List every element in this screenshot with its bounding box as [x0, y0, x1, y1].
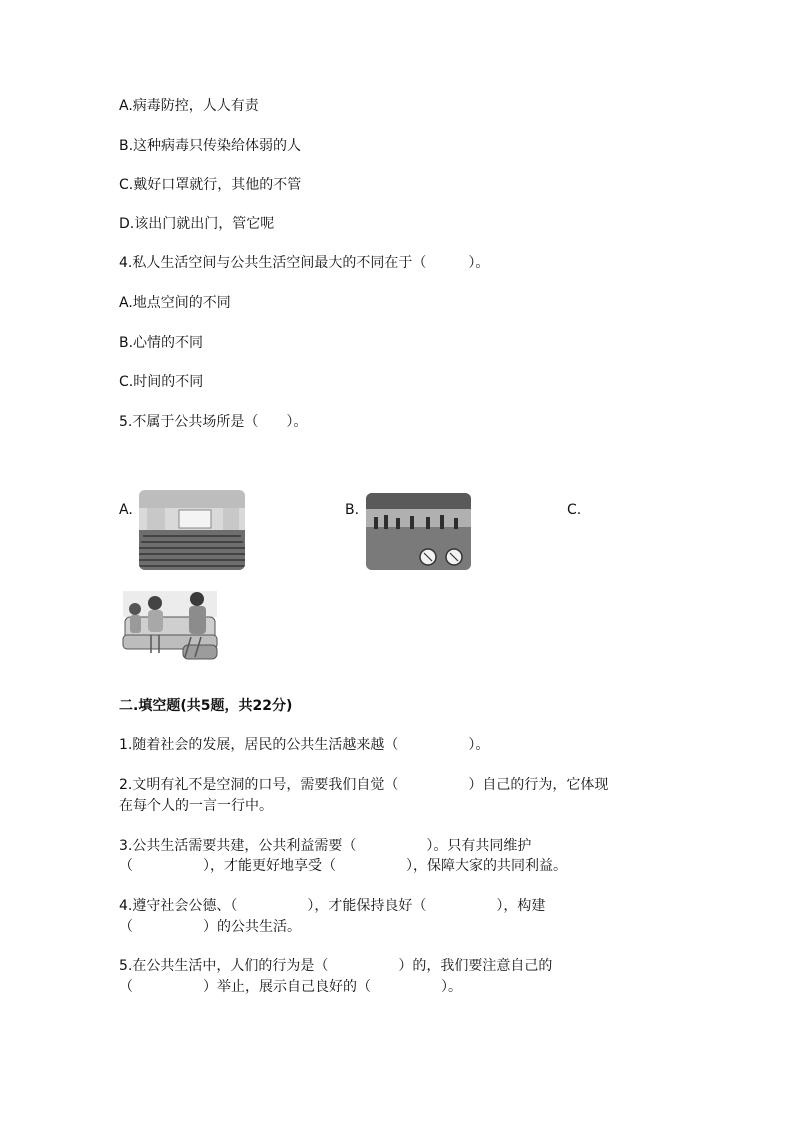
q3-option-c: C.戴好口罩就行，其他的不管	[119, 177, 302, 193]
q4-stem: 4.私人生活空间与公共生活空间最大的不同在于（ ）。	[119, 255, 490, 271]
q5-stem: 5.不属于公共场所是（ ）。	[119, 414, 308, 430]
fill-q2-line2: 在每个人的一言一行中。	[119, 798, 273, 814]
fill-q1: 1.随着社会的发展，居民的公共生活越来越（ ）。	[119, 737, 490, 753]
theater-photo	[139, 490, 245, 570]
fill-q4-line2: （ ）的公共生活。	[119, 919, 301, 935]
fill-q3-line1: 3.公共生活需要共建，公共利益需要（ ）。只有共同维护	[119, 838, 532, 854]
fill-q4-line1: 4.遵守社会公德、（ ），才能保持良好（ ），构建	[119, 898, 546, 914]
q4-option-c: C.时间的不同	[119, 374, 204, 390]
q5-option-c-label: C.	[567, 502, 582, 518]
fill-q3-line2: （ ），才能更好地享受（ ），保障大家的共同利益。	[119, 858, 567, 874]
stadium-photo	[366, 493, 471, 570]
fill-q5-line1: 5.在公共生活中，人们的行为是（ ）的，我们要注意自己的	[119, 958, 553, 974]
q3-option-b: B.这种病毒只传染给体弱的人	[119, 138, 302, 154]
fill-q5-line2: （ ）举止，展示自己良好的（ ）。	[119, 979, 462, 995]
q5-option-a-label: A.	[119, 502, 133, 518]
family-sofa-illustration	[121, 587, 219, 663]
q4-option-b: B.心情的不同	[119, 335, 204, 351]
q3-option-a: A.病毒防控，人人有责	[119, 98, 259, 114]
q5-option-b-label: B.	[345, 502, 360, 518]
q3-option-d: D.该出门就出门，管它呢	[119, 216, 275, 232]
fill-q2-line1: 2.文明有礼不是空洞的口号，需要我们自觉（ ）自己的行为，它体现	[119, 777, 609, 793]
q4-option-a: A.地点空间的不同	[119, 295, 231, 311]
section-heading: 二.填空题(共5题，共22分)	[119, 698, 293, 714]
